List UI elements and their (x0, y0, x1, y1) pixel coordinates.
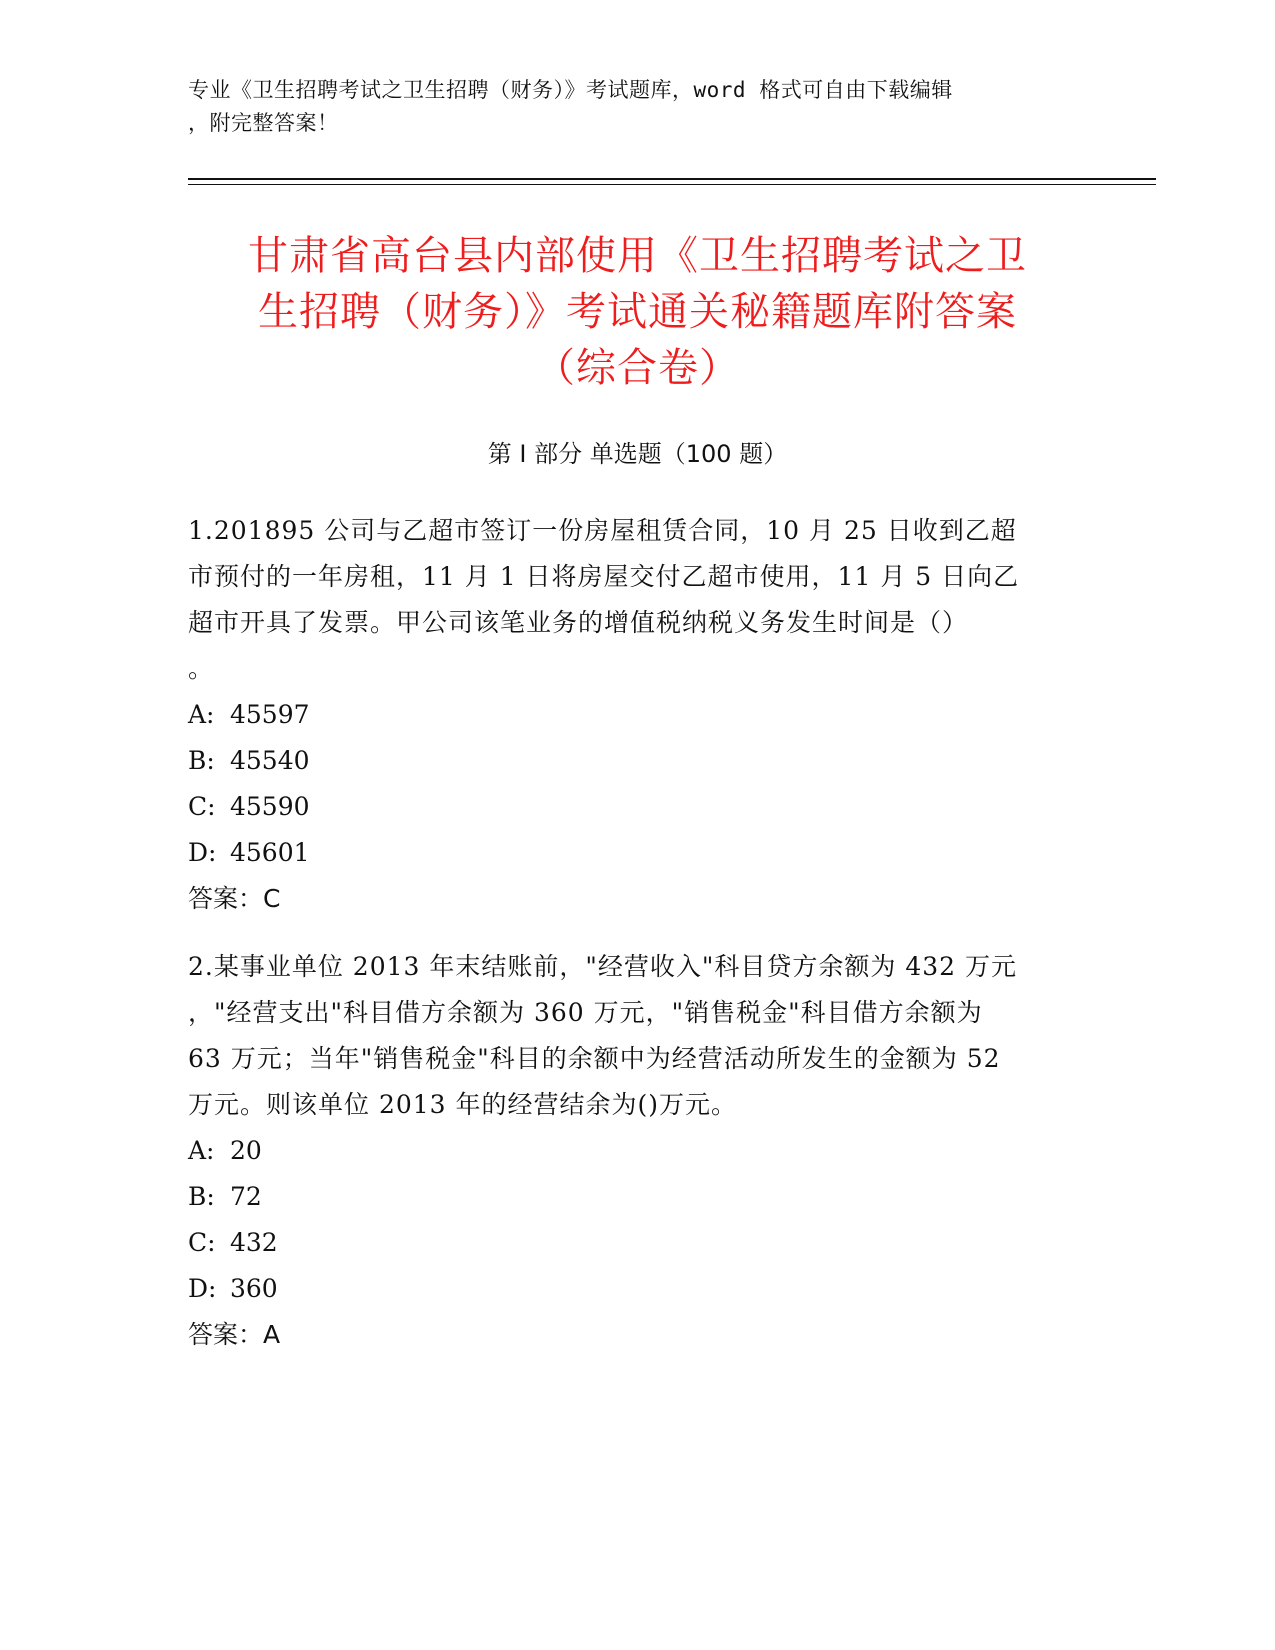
option-key: D: (188, 1274, 217, 1303)
option-b (188, 1174, 1068, 1220)
header-note (188, 74, 1088, 140)
option-text: 432 (230, 1228, 278, 1257)
option-text: 72 (230, 1182, 262, 1211)
question-1 (188, 508, 1068, 922)
title-line-1: 甘肃省高台县内部使用《卫生招聘考试之卫 (248, 233, 1027, 279)
option-b (188, 738, 1068, 784)
option-text: 20 (230, 1136, 262, 1165)
option-a (188, 1128, 1068, 1174)
option-text: 360 (230, 1274, 278, 1303)
option-text: 45590 (230, 792, 310, 821)
question-stem-line: 。 (188, 654, 215, 683)
option-key: A: (188, 1136, 215, 1165)
option-d (188, 830, 1068, 876)
question-stem-line: ，"经营支出"科目借方余额为 360 万元，"销售税金"科目借方余额为 (188, 998, 983, 1027)
question-stem-line: 2.某事业单位 2013 年末结账前，"经营收入"科目贷方余额为 432 万元 (188, 952, 1017, 981)
header-rule-thin (188, 184, 1156, 185)
option-text: 45540 (230, 746, 310, 775)
question-2 (188, 944, 1068, 1358)
option-key: C: (188, 1228, 216, 1257)
answer: 答案：C (188, 884, 281, 913)
title-line-2: 生招聘（财务）》考试通关秘籍题库附答案 (258, 289, 1017, 335)
option-key: C: (188, 792, 216, 821)
option-a (188, 692, 1068, 738)
document-title (140, 228, 1135, 396)
header-rule-thick (188, 178, 1156, 180)
option-d (188, 1266, 1068, 1312)
option-c (188, 784, 1068, 830)
option-text: 45597 (230, 700, 310, 729)
section-title: 第 I 部分 单选题（100 题） (487, 440, 788, 468)
answer: 答案：A (188, 1320, 281, 1349)
option-key: B: (188, 1182, 215, 1211)
header-note-line-1: 专业《卫生招聘考试之卫生招聘（财务）》考试题库，word 格式可自由下载编辑 (188, 78, 953, 102)
question-stem-line: 万元。则该单位 2013 年的经营结余为()万元。 (188, 1090, 738, 1119)
option-key: B: (188, 746, 215, 775)
question-stem-line: 63 万元；当年"销售税金"科目的余额中为经营活动所发生的金额为 52 (188, 1044, 1001, 1073)
title-line-3: （综合卷） (535, 345, 740, 391)
question-stem-line: 1.201895 公司与乙超市签订一份房屋租赁合同，10 月 25 日收到乙超 (188, 516, 1017, 545)
question-stem-line: 市预付的一年房租，11 月 1 日将房屋交付乙超市使用，11 月 5 日向乙 (188, 562, 1020, 591)
question-stem-line: 超市开具了发票。甲公司该笔业务的增值税纳税义务发生时间是（） (188, 608, 969, 637)
option-c (188, 1220, 1068, 1266)
option-key: D: (188, 838, 217, 867)
option-text: 45601 (230, 838, 310, 867)
option-key: A: (188, 700, 215, 729)
header-note-line-2: ，附完整答案！ (188, 111, 339, 135)
